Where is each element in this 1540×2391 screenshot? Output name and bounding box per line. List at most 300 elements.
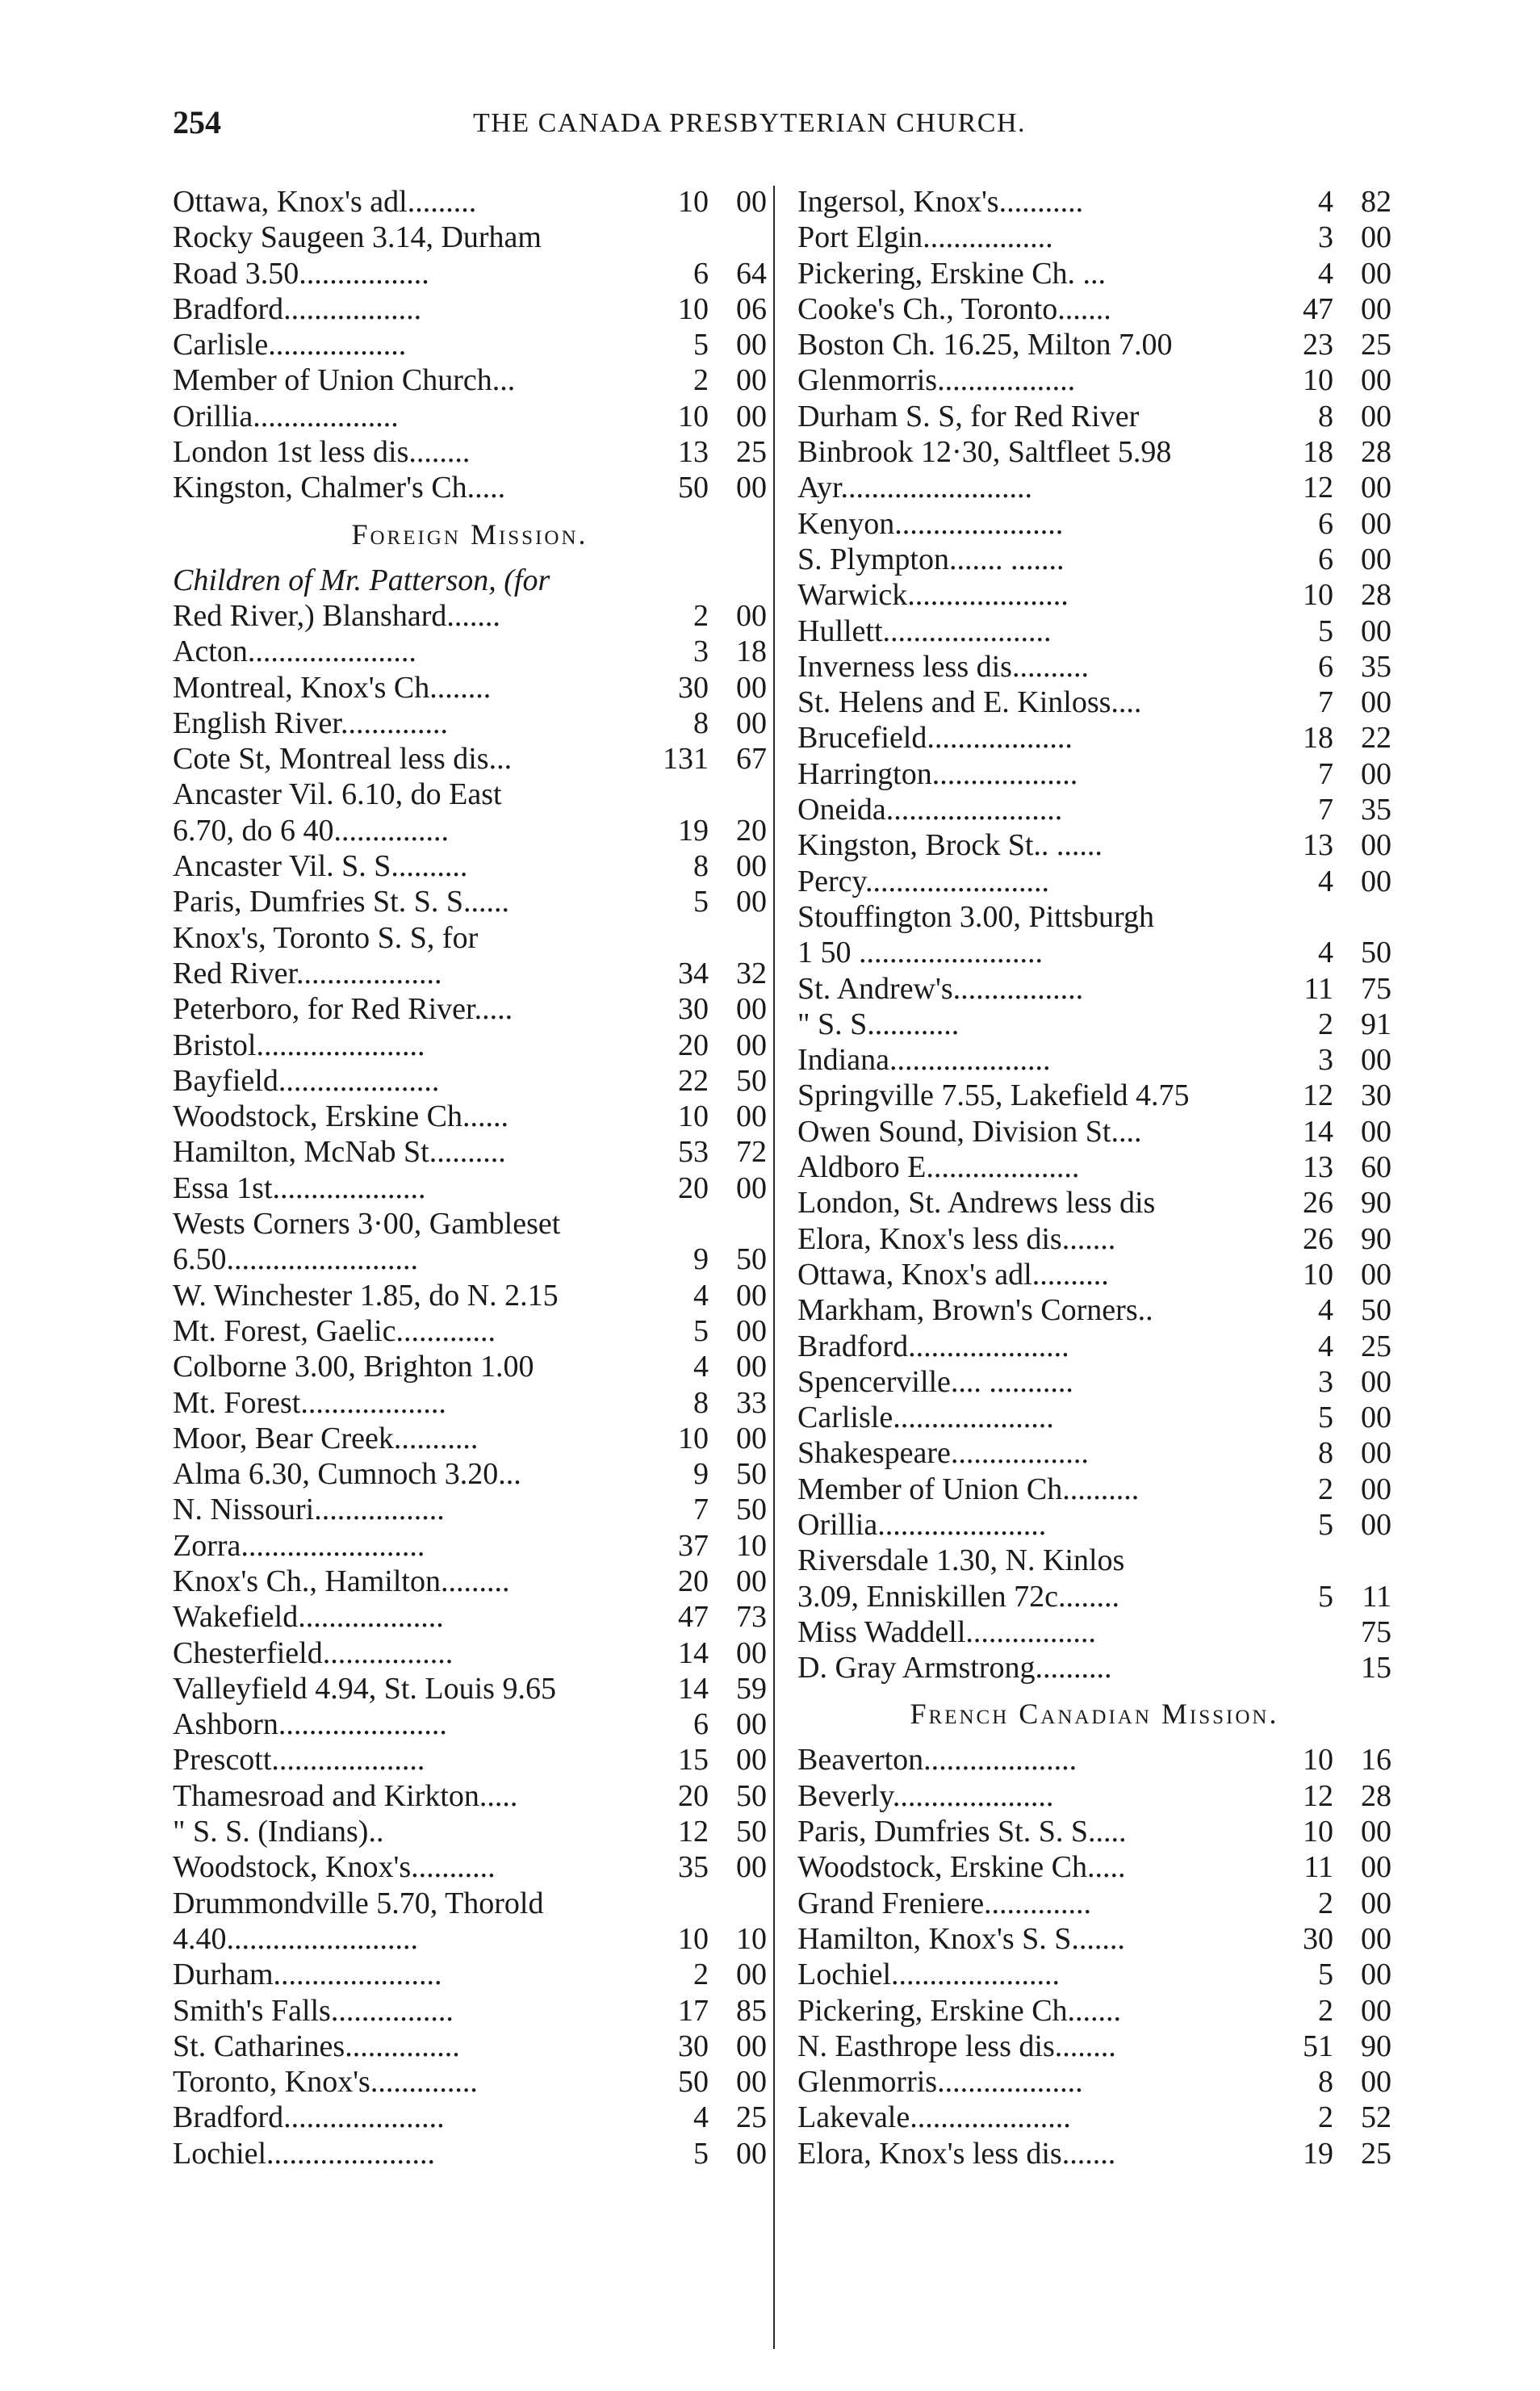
- ledger-row: [173, 1814, 767, 1849]
- ledger-row: [173, 920, 767, 956]
- cents-amount: 00: [736, 1743, 767, 1778]
- dollars-amount: 30: [678, 2029, 709, 2063]
- cents-amount: 00: [1361, 1472, 1391, 1506]
- ledger-row: [797, 827, 1391, 863]
- ledger-row: [797, 864, 1391, 899]
- ledger-row: [797, 1849, 1391, 1885]
- entry-label: D. Gray Armstrong..........: [797, 1651, 1112, 1685]
- running-title: THE CANADA PRESBYTERIAN CHURCH.: [473, 108, 1026, 138]
- ledger-row: [173, 1528, 767, 1564]
- ledger-row: [173, 813, 767, 848]
- ledger-row: [797, 1221, 1391, 1257]
- cents-amount: 00: [736, 2029, 767, 2063]
- cents-amount: 25: [1361, 1329, 1391, 1363]
- dollars-amount: 12: [1303, 1778, 1333, 1813]
- dollars-amount: 13: [1303, 1150, 1333, 1185]
- ledger-row: [797, 1257, 1391, 1292]
- entry-label: Bradford..................: [173, 291, 422, 326]
- cents-amount: 00: [736, 328, 767, 362]
- entry-label: 4.40.........................: [173, 1921, 418, 1956]
- ledger-row: [797, 362, 1391, 398]
- dollars-amount: 4: [1318, 936, 1333, 970]
- ledger-row: [173, 291, 767, 327]
- entry-label: Cote St, Montreal less dis...: [173, 742, 513, 777]
- entry-label: Miss Waddell.................: [797, 1614, 1096, 1649]
- dollars-amount: 10: [1303, 363, 1333, 398]
- ledger-row: [173, 1421, 767, 1456]
- cents-amount: 00: [736, 670, 767, 705]
- entry-label: Ingersol, Knox's...........: [797, 185, 1084, 219]
- ledger-row: [173, 1134, 767, 1170]
- dollars-amount: 14: [678, 1671, 709, 1706]
- dollars-amount: 30: [678, 670, 709, 705]
- ledger-row: [797, 184, 1391, 220]
- dollars-amount: 10: [678, 185, 709, 219]
- dollars-amount: 9: [693, 1242, 709, 1277]
- cents-amount: 00: [736, 1313, 767, 1348]
- entry-label: Bradford.....................: [173, 2100, 445, 2135]
- entry-label: Bristol......................: [173, 1028, 425, 1062]
- entry-label: Kenyon......................: [797, 506, 1064, 541]
- entry-label: Zorra........................: [173, 1528, 425, 1563]
- entry-label: Orillia......................: [797, 1507, 1047, 1542]
- entry-label: Inverness less dis..........: [797, 649, 1089, 684]
- ledger-row: [173, 1921, 767, 1957]
- section-heading: [797, 1685, 1391, 1742]
- cents-amount: 00: [736, 992, 767, 1027]
- ledger-row: [173, 1349, 767, 1384]
- entry-label: Springville 7.55, Lakefield 4.75: [797, 1078, 1190, 1113]
- ledger-row: [173, 563, 767, 598]
- dollars-amount: 4: [693, 1278, 709, 1313]
- cents-amount: 00: [1361, 542, 1391, 576]
- dollars-amount: 14: [678, 1635, 709, 1670]
- ledger-row: [173, 362, 767, 398]
- entry-label: Mt. Forest...................: [173, 1385, 446, 1420]
- ledger-row: [797, 1364, 1391, 1400]
- entry-label: Brucefield...................: [797, 721, 1073, 756]
- entry-label: S. Plympton....... .......: [797, 542, 1065, 576]
- entry-label: Colborne 3.00, Brighton 1.00: [173, 1350, 534, 1384]
- dollars-amount: 4: [1318, 864, 1333, 898]
- cents-amount: 10: [736, 1921, 767, 1956]
- entry-label: 1 50 ........................: [797, 936, 1043, 970]
- dollars-amount: 10: [678, 1099, 709, 1134]
- dollars-amount: 20: [678, 1778, 709, 1813]
- cents-amount: 28: [1361, 435, 1391, 470]
- entry-label: N. Easthrope less dis........: [797, 2029, 1116, 2063]
- ledger-row: [797, 685, 1391, 720]
- ledger-row: [173, 1849, 767, 1885]
- entry-label: " S. S. (Indians)..: [173, 1815, 384, 1849]
- dollars-amount: 30: [1303, 1921, 1333, 1956]
- entry-label: Percy........................: [797, 864, 1050, 898]
- dollars-amount: 7: [1318, 793, 1333, 827]
- entry-label: Ancaster Vil. S. S..........: [173, 849, 468, 884]
- dollars-amount: 8: [693, 849, 709, 884]
- entry-label: Woodstock, Knox's...........: [173, 1850, 496, 1885]
- entry-label: Red River,) Blanshard.......: [173, 598, 500, 633]
- cents-amount: 91: [1361, 1007, 1391, 1041]
- ledger-row: [173, 1599, 767, 1635]
- cents-amount: 00: [1361, 399, 1391, 433]
- ledger-row: [797, 1814, 1391, 1849]
- ledger-row: [797, 256, 1391, 291]
- cents-amount: 00: [1361, 363, 1391, 398]
- ledger-row: [173, 2100, 767, 2135]
- entry-label: Pickering, Erskine Ch. ...: [797, 256, 1107, 291]
- cents-amount: 00: [1361, 220, 1391, 255]
- ledger-row: [797, 291, 1391, 327]
- entry-label: Carlisle.....................: [797, 1401, 1054, 1435]
- entry-label: Elora, Knox's less dis.......: [797, 1221, 1116, 1256]
- cents-amount: 50: [736, 1457, 767, 1492]
- dollars-amount: 11: [1304, 971, 1333, 1006]
- ledger-row: [173, 1170, 767, 1206]
- dollars-amount: 13: [1303, 828, 1333, 863]
- ledger-row: [797, 577, 1391, 613]
- cents-amount: 00: [736, 1707, 767, 1742]
- dollars-amount: 7: [693, 1493, 709, 1527]
- cents-amount: 35: [1361, 649, 1391, 684]
- entry-label: Beaverton....................: [797, 1743, 1078, 1778]
- cents-amount: 00: [1361, 1850, 1391, 1885]
- ledger-row: [797, 434, 1391, 470]
- cents-amount: 50: [736, 1063, 767, 1098]
- cents-amount: 00: [1361, 1815, 1391, 1849]
- entry-label: Harrington...................: [797, 756, 1078, 791]
- cents-amount: 50: [736, 1778, 767, 1813]
- entry-label: Rocky Saugeen 3.14, Durham: [173, 220, 542, 255]
- ledger-row: [173, 670, 767, 706]
- cents-amount: 00: [1361, 256, 1391, 291]
- ledger-row: [797, 2029, 1391, 2064]
- cents-amount: 18: [736, 634, 767, 669]
- entry-label: Riversdale 1.30, N. Kinlos: [797, 1543, 1125, 1578]
- ledger-row: [797, 1329, 1391, 1364]
- cents-amount: 73: [736, 1600, 767, 1635]
- dollars-amount: 7: [1318, 756, 1333, 791]
- dollars-amount: 5: [693, 1313, 709, 1348]
- dollars-amount: 10: [1303, 1743, 1333, 1778]
- dollars-amount: 14: [1303, 1114, 1333, 1149]
- cents-amount: 50: [736, 1815, 767, 1849]
- dollars-amount: 51: [1303, 2029, 1333, 2063]
- entry-label: Prescott....................: [173, 1743, 425, 1778]
- dollars-amount: 2: [1318, 1886, 1333, 1920]
- ledger-row: [173, 399, 767, 434]
- entry-label: London, St. Andrews less dis: [797, 1186, 1156, 1221]
- dollars-amount: 4: [693, 1350, 709, 1384]
- entry-label: Ottawa, Knox's adl..........: [797, 1257, 1109, 1292]
- entry-label: Shakespeare..................: [797, 1436, 1089, 1471]
- entry-label: Chesterfield.................: [173, 1635, 454, 1670]
- dollars-amount: 53: [678, 1135, 709, 1170]
- cents-amount: 00: [1361, 471, 1391, 505]
- dollars-amount: 6: [1318, 506, 1333, 541]
- page-number: 254: [173, 104, 221, 140]
- ledger-row: [797, 971, 1391, 1007]
- cents-amount: 32: [736, 956, 767, 990]
- entry-label: Toronto, Knox's..............: [173, 2065, 478, 2100]
- entry-label: 6.70, do 6 40...............: [173, 813, 449, 848]
- dollars-amount: 35: [678, 1850, 709, 1885]
- cents-amount: 00: [1361, 1364, 1391, 1399]
- dollars-amount: 10: [678, 1421, 709, 1455]
- entry-label: Hamilton, Knox's S. S.......: [797, 1921, 1125, 1956]
- entry-label: Durham......................: [173, 1958, 442, 1992]
- entry-label: Red River...................: [173, 956, 442, 990]
- dollars-amount: 18: [1303, 435, 1333, 470]
- entry-label: Glenmorris...................: [797, 2065, 1083, 2100]
- dollars-amount: 8: [1318, 1436, 1333, 1471]
- dollars-amount: 2: [1318, 1472, 1333, 1506]
- ledger-row: [173, 1742, 767, 1778]
- cents-amount: 16: [1361, 1743, 1391, 1778]
- entry-label: St. Catharines...............: [173, 2029, 460, 2063]
- ledger-row: [797, 792, 1391, 827]
- entry-label: Essa 1st....................: [173, 1170, 426, 1205]
- ledger-row: [173, 991, 767, 1027]
- entry-label: Montreal, Knox's Ch........: [173, 670, 492, 705]
- dollars-amount: 10: [1303, 1815, 1333, 1849]
- cents-amount: 22: [1361, 721, 1391, 756]
- ledger-row: [797, 613, 1391, 649]
- entry-label: Knox's, Toronto S. S, for: [173, 920, 479, 955]
- page-header: [173, 103, 1383, 144]
- ledger-row: [797, 720, 1391, 756]
- cents-amount: 52: [1361, 2100, 1391, 2135]
- entry-label: Kingston, Brock St.. ......: [797, 828, 1103, 863]
- section-heading: [173, 506, 767, 563]
- ledger-row: [797, 1292, 1391, 1328]
- ledger-row: [173, 1564, 767, 1599]
- entry-label: Stouffington 3.00, Pittsburgh: [797, 899, 1154, 934]
- ledger-row: [173, 256, 767, 291]
- dollars-amount: 7: [1318, 685, 1333, 720]
- dollars-amount: 5: [693, 885, 709, 919]
- dollars-amount: 6: [1318, 542, 1333, 576]
- ledger-row: [173, 1206, 767, 1242]
- cents-amount: 90: [1361, 1186, 1391, 1221]
- section-heading-text: Foreign Mission.: [351, 517, 588, 551]
- dollars-amount: 5: [1318, 613, 1333, 648]
- ledger-row: [173, 434, 767, 470]
- cents-amount: 75: [1361, 1614, 1391, 1649]
- dollars-amount: 12: [1303, 471, 1333, 505]
- dollars-amount: 8: [693, 1385, 709, 1420]
- entry-label: Warwick.....................: [797, 578, 1069, 613]
- entry-label: Spencerville.... ...........: [797, 1364, 1073, 1399]
- entry-label: Wakefield...................: [173, 1600, 444, 1635]
- dollars-amount: 6: [693, 1707, 709, 1742]
- dollars-amount: 12: [678, 1815, 709, 1849]
- ledger-row: [797, 2100, 1391, 2135]
- entry-label: Mt. Forest, Gaelic.............: [173, 1313, 496, 1348]
- ledger-row: [173, 1313, 767, 1349]
- ledger-row: [797, 1007, 1391, 1042]
- entry-label: Wests Corners 3·00, Gambleset: [173, 1207, 561, 1242]
- ledger-row: [173, 1099, 767, 1134]
- ledger-row: [173, 1635, 767, 1671]
- dollars-amount: 50: [678, 2065, 709, 2100]
- ledger-row: [797, 1543, 1391, 1578]
- ledger-row: [797, 2064, 1391, 2100]
- dollars-amount: 50: [678, 471, 709, 505]
- cents-amount: 00: [736, 185, 767, 219]
- ledger-row: [797, 506, 1391, 542]
- entry-label: St. Helens and E. Kinloss....: [797, 685, 1142, 720]
- ledger-row: [797, 1400, 1391, 1435]
- ledger-row: [797, 1042, 1391, 1078]
- cents-amount: 50: [736, 1493, 767, 1527]
- dollars-amount: 2: [693, 1958, 709, 1992]
- dollars-amount: 47: [1303, 291, 1333, 326]
- cents-amount: 00: [736, 363, 767, 398]
- cents-amount: 15: [1361, 1651, 1391, 1685]
- cents-amount: 25: [736, 2100, 767, 2135]
- ledger-row: [173, 706, 767, 741]
- entry-label: Cooke's Ch., Toronto.......: [797, 291, 1111, 326]
- entry-label: Bradford.....................: [797, 1329, 1069, 1363]
- cents-amount: 00: [1361, 1114, 1391, 1149]
- cents-amount: 82: [1361, 185, 1391, 219]
- entry-label: Beverly.....................: [797, 1778, 1054, 1813]
- ledger-row: [797, 1993, 1391, 2029]
- ledger-row: [173, 184, 767, 220]
- cents-amount: 28: [1361, 1778, 1391, 1813]
- cents-amount: 72: [736, 1135, 767, 1170]
- dollars-amount: 5: [693, 328, 709, 362]
- section-heading-text: French Canadian Mission.: [910, 1698, 1279, 1731]
- ledger-row: [797, 1957, 1391, 1992]
- dollars-amount: 20: [678, 1564, 709, 1598]
- ledger-row: [173, 2136, 767, 2171]
- entry-label: W. Winchester 1.85, do N. 2.15: [173, 1278, 559, 1313]
- ledger-row: [797, 899, 1391, 935]
- entry-label: " S. S............: [797, 1007, 960, 1041]
- entry-label: Oneida.......................: [797, 793, 1063, 827]
- ledger-row: [797, 1650, 1391, 1685]
- dollars-amount: 4: [1318, 1293, 1333, 1328]
- ledger-row: [797, 1778, 1391, 1814]
- cents-amount: 00: [736, 2065, 767, 2100]
- dollars-amount: 4: [1318, 256, 1333, 291]
- dollars-amount: 23: [1303, 328, 1333, 362]
- dollars-amount: 3: [1318, 1364, 1333, 1399]
- ledger-row: [173, 1993, 767, 2029]
- dollars-amount: 30: [678, 992, 709, 1027]
- ledger-row: [797, 542, 1391, 577]
- cents-amount: 00: [736, 399, 767, 433]
- ledger-row: [173, 470, 767, 505]
- cents-amount: 90: [1361, 1221, 1391, 1256]
- dollars-amount: 4: [1318, 1329, 1333, 1363]
- entry-label: Moor, Bear Creek...........: [173, 1421, 479, 1455]
- ledger-row: [173, 598, 767, 634]
- cents-amount: 00: [736, 1958, 767, 1992]
- cents-amount: 50: [1361, 1293, 1391, 1328]
- dollars-amount: 2: [1318, 2100, 1333, 2135]
- dollars-amount: 5: [1318, 1958, 1333, 1992]
- cents-amount: 00: [736, 1099, 767, 1134]
- ledger-row: [173, 634, 767, 669]
- ledger-row: [173, 1456, 767, 1492]
- ledger-row: [797, 1114, 1391, 1149]
- dollars-amount: 5: [1318, 1507, 1333, 1542]
- ledger-row: [797, 1472, 1391, 1507]
- cents-amount: 00: [1361, 2065, 1391, 2100]
- dollars-amount: 5: [1318, 1579, 1333, 1614]
- cents-amount: 00: [1361, 291, 1391, 326]
- entry-label: Bayfield.....................: [173, 1063, 440, 1098]
- entry-label: Thamesroad and Kirkton.....: [173, 1778, 518, 1813]
- ledger-row: [173, 777, 767, 812]
- entry-label: Road 3.50.................: [173, 256, 429, 291]
- entry-label: Hullett......................: [797, 613, 1052, 648]
- cents-amount: 50: [736, 1242, 767, 1277]
- cents-amount: 85: [736, 1993, 767, 2028]
- entry-label: Boston Ch. 16.25, Milton 7.00: [797, 328, 1173, 362]
- cents-amount: 00: [1361, 828, 1391, 863]
- entry-label: Glenmorris..................: [797, 363, 1076, 398]
- cents-amount: 00: [736, 598, 767, 633]
- entry-label: Carlisle..................: [173, 328, 407, 362]
- dollars-amount: 18: [1303, 721, 1333, 756]
- cents-amount: 25: [736, 435, 767, 470]
- entry-label: 3.09, Enniskillen 72c........: [797, 1579, 1119, 1614]
- entry-label: Markham, Brown's Corners..: [797, 1293, 1153, 1328]
- ledger-row: [797, 1435, 1391, 1471]
- cents-amount: 00: [1361, 1401, 1391, 1435]
- dollars-amount: 12: [1303, 1078, 1333, 1113]
- ledger-row: [173, 1706, 767, 1742]
- left-column: [173, 184, 767, 2171]
- entry-label: London 1st less dis........: [173, 435, 471, 470]
- cents-amount: 00: [1361, 756, 1391, 791]
- entry-label: Peterboro, for Red River.....: [173, 992, 513, 1027]
- dollars-amount: 4: [1318, 185, 1333, 219]
- entry-label: Ayr.........................: [797, 471, 1033, 505]
- cents-amount: 00: [1361, 1507, 1391, 1542]
- dollars-amount: 47: [678, 1600, 709, 1635]
- cents-amount: 00: [736, 1170, 767, 1205]
- ledger-row: [797, 1742, 1391, 1778]
- dollars-amount: 8: [1318, 399, 1333, 433]
- dollars-amount: 10: [678, 399, 709, 433]
- cents-amount: 00: [736, 1421, 767, 1455]
- dollars-amount: 10: [678, 1921, 709, 1956]
- right-column: [797, 184, 1391, 2171]
- entry-label: Alma 6.30, Cumnoch 3.20...: [173, 1457, 521, 1492]
- cents-amount: 00: [736, 706, 767, 740]
- cents-amount: 75: [1361, 971, 1391, 1006]
- dollars-amount: 13: [678, 435, 709, 470]
- cents-amount: 00: [1361, 1921, 1391, 1956]
- ledger-row: [797, 935, 1391, 970]
- ledger-row: [173, 1242, 767, 1277]
- ledger-row: [797, 1614, 1391, 1650]
- dollars-amount: 3: [1318, 1043, 1333, 1078]
- cents-amount: 00: [736, 849, 767, 884]
- cents-amount: 33: [736, 1385, 767, 1420]
- entry-label: Woodstock, Erskine Ch.....: [797, 1850, 1126, 1885]
- entry-label: Indiana.....................: [797, 1043, 1051, 1078]
- entry-label: Valleyfield 4.94, St. Louis 9.65: [173, 1671, 556, 1706]
- dollars-amount: 2: [1318, 1993, 1333, 2028]
- dollars-amount: 3: [693, 634, 709, 669]
- ledger-row: [797, 2136, 1391, 2171]
